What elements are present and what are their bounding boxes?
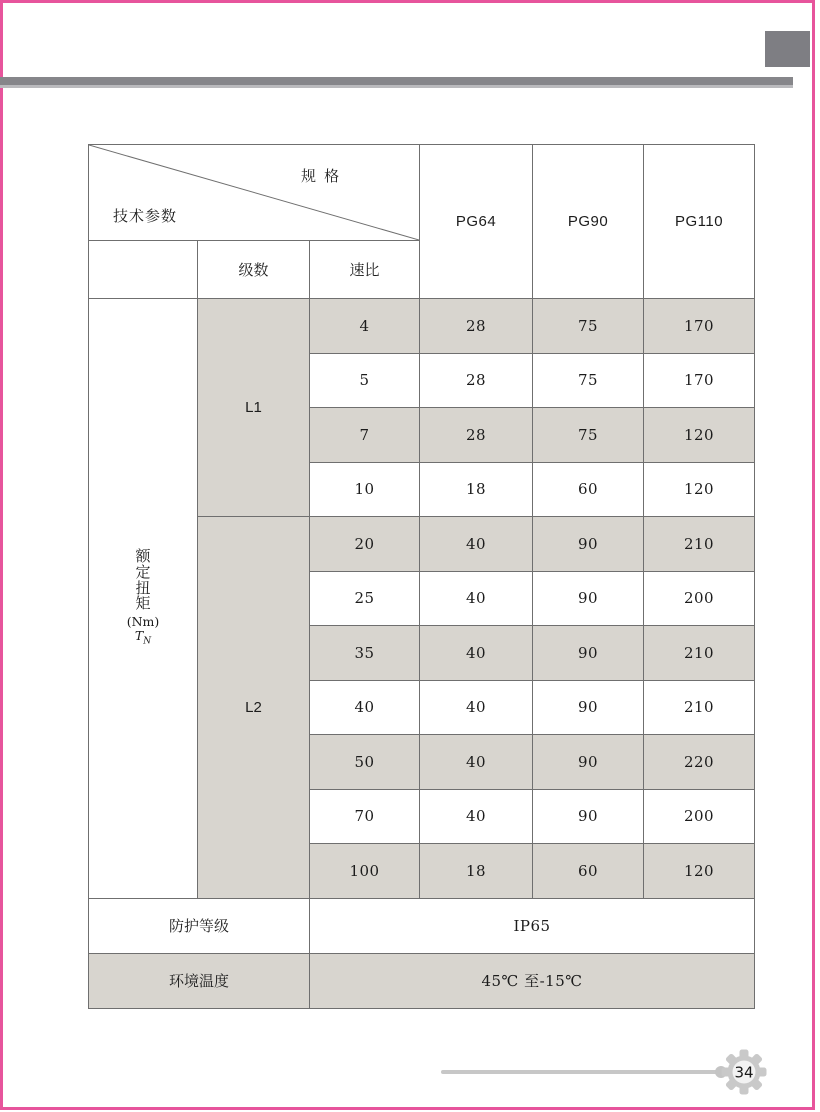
value-cell: 90 xyxy=(533,571,644,626)
value-cell: 170 xyxy=(644,353,755,408)
page-number: 34 xyxy=(734,1063,754,1082)
value-cell: 40 xyxy=(420,735,533,790)
level-cell-l2: L2 xyxy=(198,517,310,899)
header-parameters-label: 技术参数 xyxy=(113,208,178,225)
ratio-cell: 10 xyxy=(310,462,420,517)
ratio-cell: 4 xyxy=(310,299,420,354)
value-cell: 200 xyxy=(644,571,755,626)
ratio-cell: 70 xyxy=(310,789,420,844)
torque-label: 额 定 扭 矩 (Nm) $T_N$ xyxy=(126,548,160,647)
ratio-cell: 40 xyxy=(310,680,420,735)
value-cell: 220 xyxy=(644,735,755,790)
diagonal-header-cell xyxy=(89,145,420,241)
value-cell: 200 xyxy=(644,789,755,844)
value-cell: 28 xyxy=(420,353,533,408)
value-cell: 90 xyxy=(533,680,644,735)
ratio-cell: 7 xyxy=(310,408,420,463)
level-header-cell: 级数 xyxy=(198,241,310,299)
ambient-temperature-label: 环境温度 xyxy=(89,953,310,1008)
top-rule-dark xyxy=(0,77,793,85)
value-cell: 90 xyxy=(533,517,644,572)
value-cell: 60 xyxy=(533,462,644,517)
protection-class-label: 防护等级 xyxy=(89,898,310,953)
ratio-cell: 50 xyxy=(310,735,420,790)
ratio-cell: 25 xyxy=(310,571,420,626)
value-cell: 40 xyxy=(420,680,533,735)
value-cell: 210 xyxy=(644,626,755,681)
value-cell: 210 xyxy=(644,517,755,572)
spec-table xyxy=(88,144,755,1009)
value-cell: 120 xyxy=(644,844,755,899)
model-header-pg90: PG90 xyxy=(533,145,644,299)
value-cell: 170 xyxy=(644,299,755,354)
value-cell: 18 xyxy=(420,844,533,899)
gear-icon xyxy=(720,1048,768,1096)
value-cell: 40 xyxy=(420,789,533,844)
footer-rule xyxy=(441,1070,719,1074)
value-cell: 18 xyxy=(420,462,533,517)
top-rule-light xyxy=(0,85,793,88)
header-spec-label: 规 格 xyxy=(301,168,342,185)
value-cell: 120 xyxy=(644,408,755,463)
value-cell: 75 xyxy=(533,408,644,463)
value-cell: 40 xyxy=(420,626,533,681)
torque-label-cell xyxy=(89,299,198,899)
value-cell: 75 xyxy=(533,299,644,354)
ratio-cell: 35 xyxy=(310,626,420,681)
corner-block-decoration xyxy=(765,31,810,67)
value-cell: 120 xyxy=(644,462,755,517)
ratio-cell: 100 xyxy=(310,844,420,899)
torque-unit: (Nm) xyxy=(126,614,160,630)
value-cell: 210 xyxy=(644,680,755,735)
ratio-header-cell: 速比 xyxy=(310,241,420,299)
ratio-cell: 5 xyxy=(310,353,420,408)
protection-class-value: IP65 xyxy=(310,898,755,953)
empty-header-cell xyxy=(89,241,198,299)
model-header-pg64: PG64 xyxy=(420,145,533,299)
value-cell: 90 xyxy=(533,735,644,790)
value-cell: 90 xyxy=(533,789,644,844)
level-cell-l1: L1 xyxy=(198,299,310,517)
model-header-pg110: PG110 xyxy=(644,145,755,299)
value-cell: 28 xyxy=(420,408,533,463)
ratio-cell: 20 xyxy=(310,517,420,572)
value-cell: 90 xyxy=(533,626,644,681)
value-cell: 40 xyxy=(420,517,533,572)
ambient-temperature-value: 45℃ 至-15℃ xyxy=(310,953,755,1008)
value-cell: 28 xyxy=(420,299,533,354)
value-cell: 60 xyxy=(533,844,644,899)
value-cell: 75 xyxy=(533,353,644,408)
torque-symbol: $T_N$ xyxy=(134,628,152,647)
value-cell: 40 xyxy=(420,571,533,626)
